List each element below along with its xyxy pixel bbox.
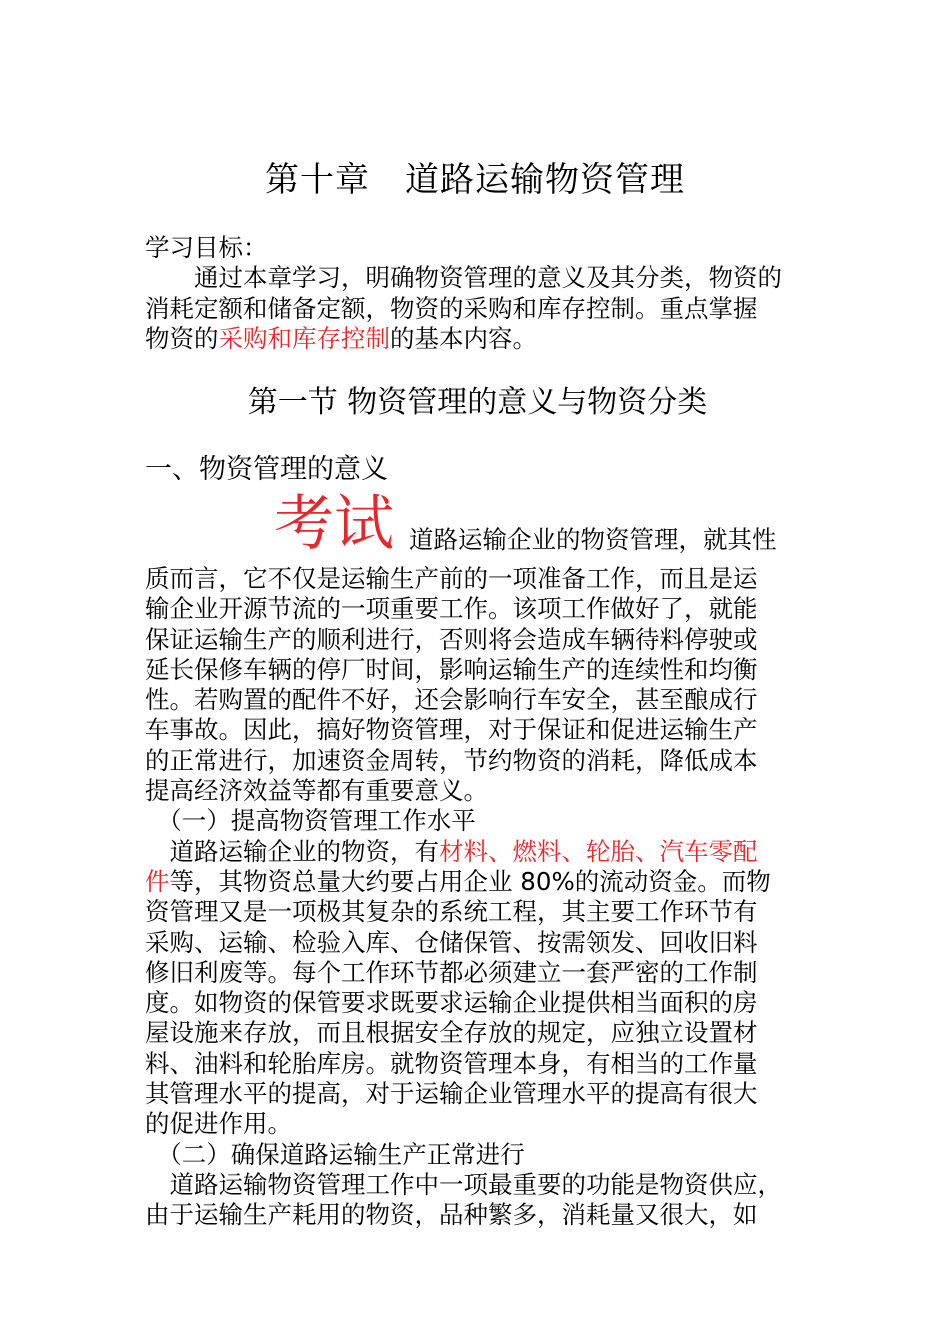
- objectives-label: 学习目标：: [145, 233, 268, 262]
- paragraph-line: 延长保修车辆的停厂时间，影响运输生产的连续性和均衡: [145, 654, 758, 684]
- paragraph-line: 输企业开源节流的一项重要工作。该项工作做好了，就能: [145, 594, 758, 624]
- paragraph-line: 资管理又是一项极其复杂的系统工程，其主要工作环节有: [145, 897, 758, 927]
- item1-second-line: [145, 867, 810, 897]
- paragraph-line: 采购、运输、检验入库、仓储保管、按需领发、回收旧料: [145, 927, 758, 957]
- chapter-title: 第十章 道路运输物资管理: [265, 160, 685, 200]
- item1-highlight-cont: 件: [145, 866, 170, 896]
- paragraph-line: 修旧利废等。每个工作环节都必须建立一套严密的工作制: [145, 957, 758, 987]
- objectives-last-prefix: 物资的: [145, 323, 219, 353]
- paragraph-line: 道路运输物资管理工作中一项最重要的功能是物资供应，: [145, 1169, 782, 1199]
- item1-first-line: [145, 837, 810, 867]
- paragraph-line: 的正常进行，加速资金周转，节约物资的消耗，降低成本: [145, 745, 758, 775]
- item1-first-prefix: 道路运输企业的物资，有: [145, 836, 439, 866]
- part1-heading: 一、物资管理的意义: [145, 454, 388, 485]
- paragraph-line: 提高经济效益等都有重要意义。: [145, 776, 488, 806]
- item1-heading: （一）提高物资管理工作水平: [145, 806, 476, 836]
- paragraph-line: 料、油料和轮胎库房。就物资管理本身，有相当的工作量: [145, 1048, 758, 1078]
- part1-first-line: 道路运输企业的物资管理，就其性: [409, 525, 777, 554]
- part1-paragraph: [145, 564, 810, 1231]
- paragraph-line: 性。若购置的配件不好，还会影响行车安全，甚至酿成行: [145, 685, 758, 715]
- paragraph-line: 屋设施来存放，而且根据安全存放的规定，应独立设置材: [145, 1018, 758, 1048]
- paragraph-line: 由于运输生产耗用的物资，品种繁多，消耗量又很大，如: [145, 1200, 758, 1230]
- paragraph-line: 保证运输生产的顺利进行，否则将会造成车辆待料停驶或: [145, 624, 758, 654]
- learning-objectives: [145, 233, 810, 354]
- section-title: 第一节 物资管理的意义与物资分类: [247, 385, 708, 420]
- objectives-last-suffix: 的基本内容。: [390, 323, 537, 353]
- paragraph-line: 其管理水平的提高，对于运输企业管理水平的提高有很大: [145, 1079, 758, 1109]
- objectives-line-3: [145, 324, 810, 354]
- paragraph-line: 的促进作用。: [145, 1109, 292, 1139]
- paragraph-line: 车事故。因此，搞好物资管理，对于保证和促进运输生产: [145, 715, 758, 745]
- item2-heading: （二）确保道路运输生产正常进行: [145, 1139, 525, 1169]
- objectives-highlight: 采购和库存控制: [218, 323, 390, 353]
- objectives-line-1: 通过本章学习，明确物资管理的意义及其分类，物资的: [145, 263, 782, 293]
- paragraph-line: 质而言，它不仅是运输生产前的一项准备工作，而且是运: [145, 564, 758, 593]
- exam-mark: 考试: [274, 489, 394, 559]
- paragraph-line: 度。如物资的保管要求既要求运输企业提供相当面积的房: [145, 988, 758, 1018]
- item1-second-suffix: 等，其物资总量大约要占用企业 80%的流动资金。而物: [169, 866, 771, 896]
- item1-highlight: 材料、燃料、轮胎、汽车零配: [439, 836, 758, 866]
- objectives-line-2: 消耗定额和储备定额，物资的采购和库存控制。重点掌握: [145, 293, 758, 323]
